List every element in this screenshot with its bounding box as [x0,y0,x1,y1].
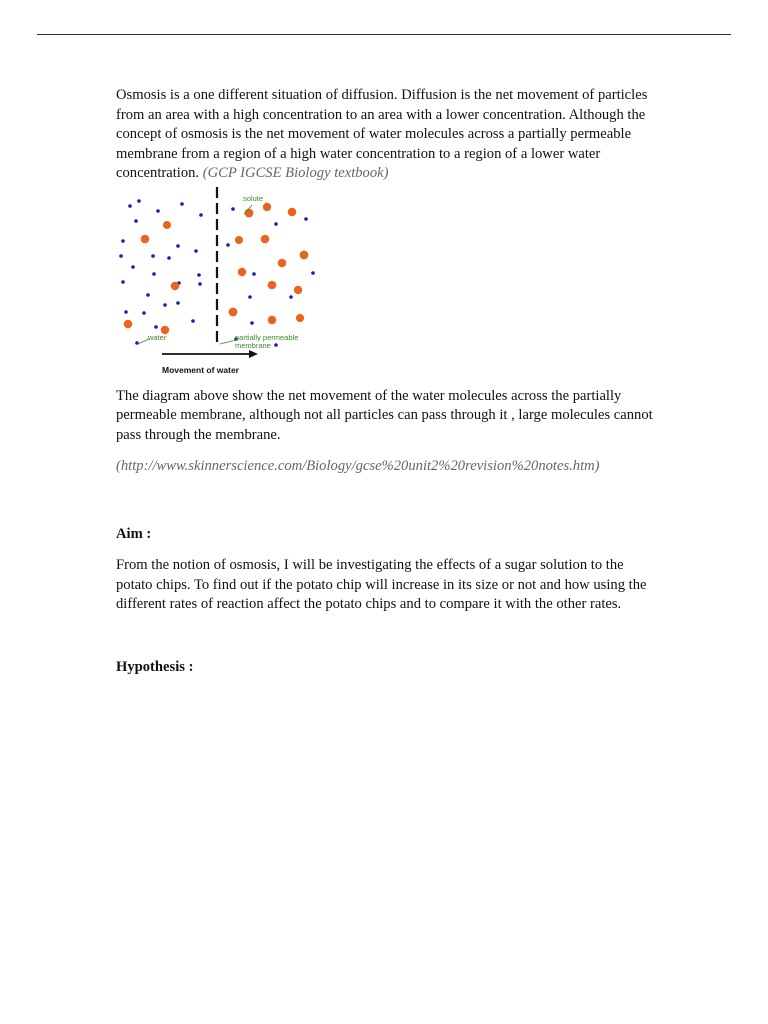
document-body [116,86,656,677]
hypothesis-heading: Hypothesis : [116,658,194,675]
explanation-paragraph: The diagram above show the net movement of the water molecules across the partially permeable membrane, although not all particles can pass through it , large molecules cannot pass through the membrane. [116,387,653,443]
aim-heading: Aim : [116,525,152,542]
header-rule [37,34,731,35]
membrane-label: partially permeable membrane [235,332,299,350]
osmosis-diagram [116,187,336,375]
intro-text: Osmosis is a one different situation of diffusion. Diffusion is the net movement of particles from an area with a high concentration to an area with a lower concentration. Although the concept of osmosis is the net movement of water molecules across a partially permeable membrane from a region of a high water concentration to a region of a lower water concentration. [116,87,648,181]
solute-label: solute [243,193,264,203]
textbook-citation: (GCP IGCSE Biology textbook) [202,165,389,181]
aim-paragraph: From the notion of osmosis, I will be investigating the effects of a sugar solution to the potato chips. To find out if the potato chip will increase in its size or not and how using the different rates of reaction affect the potato chips and to compare it with the other rates. [116,557,647,612]
source-url: (http://www.skinnerscience.com/Biology/gcse%20unit2%20revision%20notes.htm) [116,458,600,474]
water-label: water [148,332,167,342]
intro-paragraph [116,86,656,184]
diagram-caption: Movement of water [162,364,239,375]
